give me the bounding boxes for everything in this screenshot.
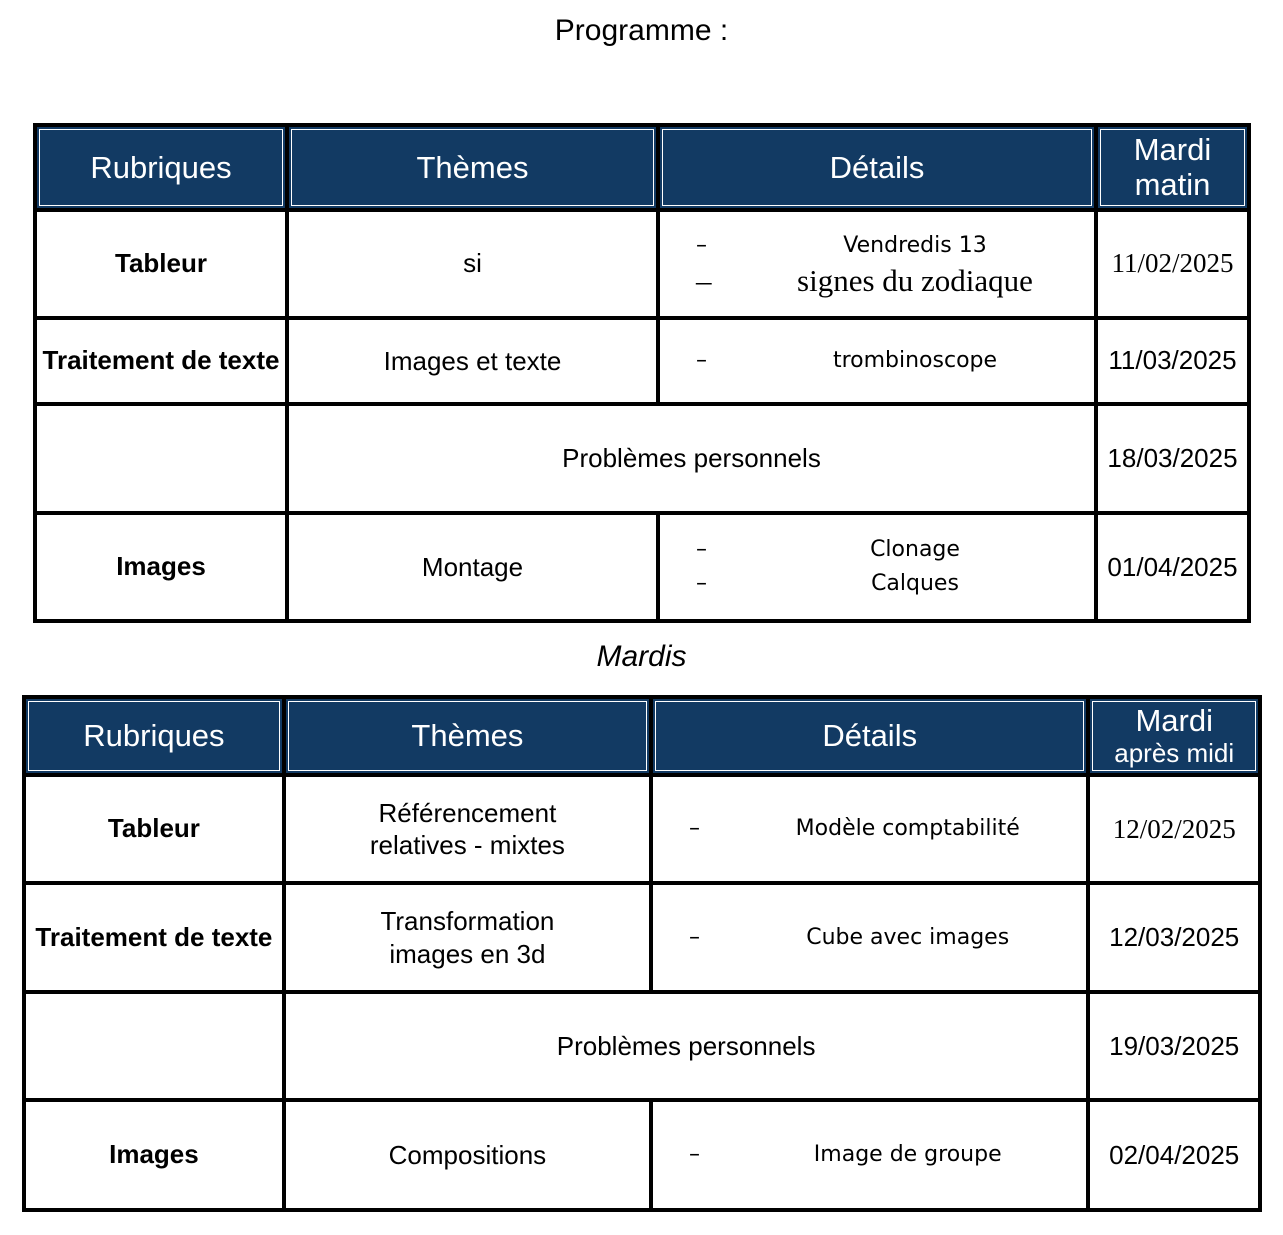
theme-line: Transformation <box>380 906 555 936</box>
details-cell <box>651 1100 1088 1210</box>
rubrique-cell <box>35 404 287 513</box>
header-rubriques: Rubriques <box>24 697 284 775</box>
details-cell <box>658 210 1096 318</box>
table-row <box>24 883 1260 992</box>
header-session-line1: Mardi <box>1133 131 1212 167</box>
details-cell <box>651 883 1088 992</box>
schedule-table-afternoon <box>22 695 1262 1212</box>
details-list <box>660 344 1094 378</box>
details-item: – Image de groupe <box>689 1138 1086 1172</box>
theme-cell: Montage <box>287 513 658 621</box>
theme-cell <box>284 883 651 992</box>
header-session <box>1096 125 1249 210</box>
date-cell: 11/02/2025 <box>1096 210 1249 318</box>
details-item: – Clonage <box>696 533 1094 567</box>
header-details: Détails <box>651 697 1088 775</box>
details-list <box>660 229 1094 299</box>
details-list <box>660 533 1094 601</box>
details-cell <box>658 513 1096 621</box>
theme-cell-merged: Problèmes personnels <box>284 992 1089 1100</box>
details-item: – Modèle comptabilité <box>689 812 1086 846</box>
rubrique-cell: Traitement de texte <box>24 883 284 992</box>
theme-cell: si <box>287 210 658 318</box>
theme-cell: Compositions <box>284 1100 651 1210</box>
details-list <box>653 812 1086 846</box>
theme-cell-merged: Problèmes personnels <box>287 404 1096 513</box>
table-row <box>35 513 1249 621</box>
details-item: – signes du zodiaque <box>696 263 1094 299</box>
header-rubriques: Rubriques <box>35 125 287 210</box>
details-item: – Vendredis 13 <box>696 229 1094 263</box>
date-cell: 02/04/2025 <box>1088 1100 1260 1210</box>
details-cell <box>658 318 1096 405</box>
date-cell: 12/03/2025 <box>1088 883 1260 992</box>
header-session-line2: après midi <box>1114 737 1235 768</box>
rubrique-cell: Tableur <box>24 775 284 883</box>
rubrique-cell: Tableur <box>35 210 287 318</box>
header-details: Détails <box>658 125 1096 210</box>
details-list <box>653 1138 1086 1172</box>
table-header-row <box>35 125 1249 210</box>
date-cell: 19/03/2025 <box>1088 992 1260 1100</box>
header-themes: Thèmes <box>287 125 658 210</box>
theme-cell <box>284 775 651 883</box>
rubrique-cell: Images <box>24 1100 284 1210</box>
date-cell: 12/02/2025 <box>1088 775 1260 883</box>
rubrique-cell: Images <box>35 513 287 621</box>
table-header-row <box>24 697 1260 775</box>
date-cell: 18/03/2025 <box>1096 404 1249 513</box>
theme-cell: Images et texte <box>287 318 658 405</box>
table-row <box>35 318 1249 405</box>
table-row <box>24 992 1260 1100</box>
details-list <box>653 921 1086 955</box>
theme-line: Référencement <box>378 797 557 828</box>
table-row <box>35 404 1249 513</box>
date-cell: 01/04/2025 <box>1096 513 1249 621</box>
header-session <box>1088 697 1260 775</box>
schedule-table-morning <box>33 123 1251 623</box>
theme-line: images en 3d <box>389 938 546 969</box>
header-session-line1: Mardi <box>1135 703 1213 739</box>
theme-line: relatives - mixtes <box>369 830 565 860</box>
header-session-line2: matin <box>1134 167 1211 203</box>
page-title: Programme : <box>554 14 729 47</box>
section-subtitle: Mardis <box>596 640 687 673</box>
header-themes: Thèmes <box>284 697 651 775</box>
table-row <box>35 210 1249 318</box>
date-cell: 11/03/2025 <box>1096 318 1249 405</box>
rubrique-cell: Traitement de texte <box>35 318 287 405</box>
table-row <box>24 775 1260 883</box>
rubrique-cell <box>24 992 284 1100</box>
details-item: – trombinoscope <box>696 344 1094 378</box>
table-row <box>24 1100 1260 1210</box>
details-cell <box>651 775 1088 883</box>
details-item: – Cube avec images <box>689 921 1086 955</box>
details-item: – Calques <box>696 567 1094 601</box>
